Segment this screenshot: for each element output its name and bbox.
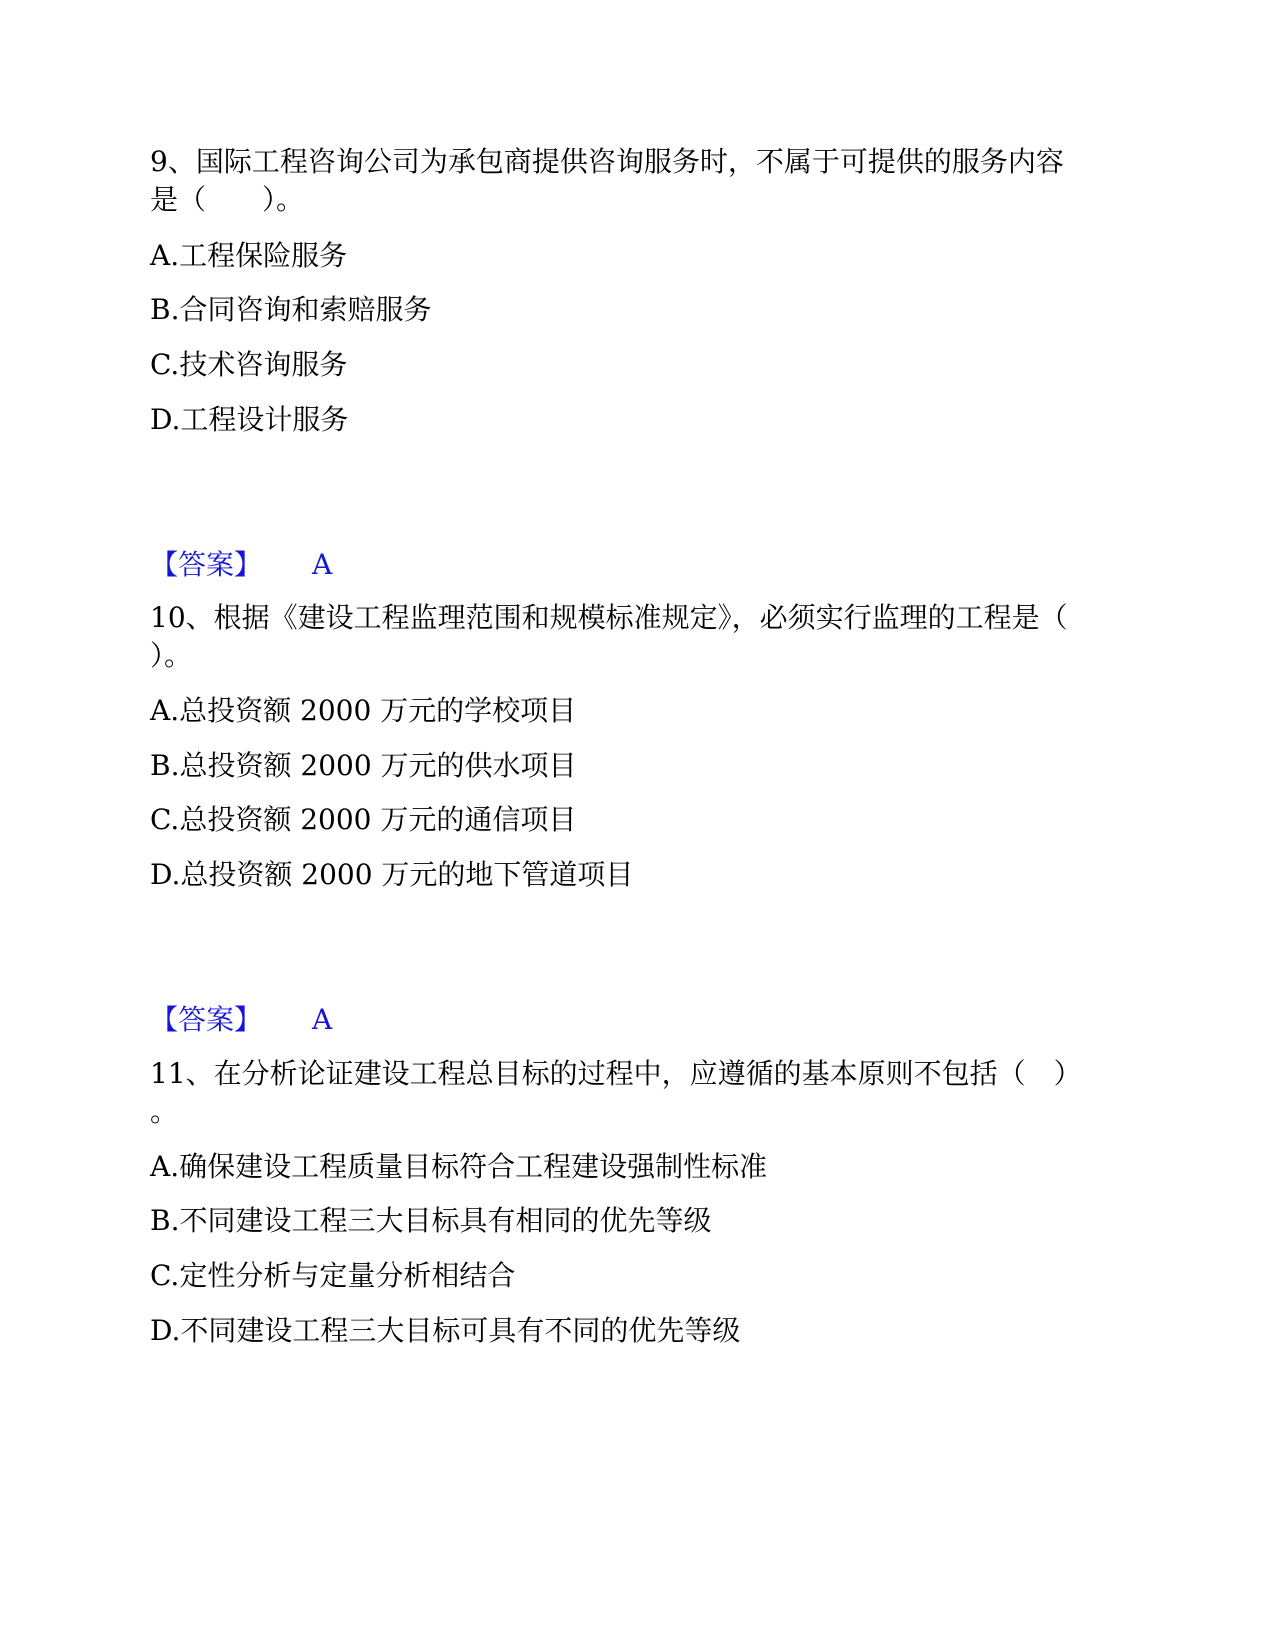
question-9-option-c: C.技术咨询服务: [150, 348, 348, 381]
question-9-stem-line-1: 9、国际工程咨询公司为承包商提供咨询服务时，不属于可提供的服务内容: [150, 145, 1064, 178]
question-10-option-c: C.总投资额 2000 万元的通信项目: [150, 803, 577, 836]
question-9-option-b: B.合同咨询和索赔服务: [150, 293, 432, 326]
question-9-option-a: A.工程保险服务: [150, 239, 348, 272]
answer-label: 【答案】: [150, 1003, 263, 1036]
question-10-option-a: A.总投资额 2000 万元的学校项目: [150, 694, 577, 727]
question-11-option-c: C.定性分析与定量分析相结合: [150, 1259, 516, 1292]
question-11-stem-line-1: 11、在分析论证建设工程总目标的过程中，应遵循的基本原则不包括（ ）: [150, 1057, 1082, 1090]
question-11-option-b: B.不同建设工程三大目标具有相同的优先等级: [150, 1204, 712, 1237]
question-9-answer: [150, 545, 332, 585]
answer-value: A: [312, 548, 333, 581]
question-10-option-d: D.总投资额 2000 万元的地下管道项目: [150, 858, 634, 891]
answer-value: A: [312, 1003, 333, 1036]
question-10-stem-line-2: ）。: [150, 639, 193, 672]
question-9-option-d: D.工程设计服务: [150, 403, 349, 436]
answer-label: 【答案】: [150, 548, 263, 581]
question-9-stem-line-2: 是（ ）。: [150, 183, 305, 216]
question-10-answer: [150, 1000, 332, 1040]
question-10-stem-line-1: 10、根据《建设工程监理范围和规模标准规定》，必须实行监理的工程是（: [150, 601, 1068, 634]
question-11-option-a: A.确保建设工程质量目标符合工程建设强制性标准: [150, 1150, 768, 1183]
question-10-option-b: B.总投资额 2000 万元的供水项目: [150, 749, 577, 782]
question-11-option-d: D.不同建设工程三大目标可具有不同的优先等级: [150, 1314, 741, 1347]
question-11-stem-line-2: 。: [150, 1095, 179, 1128]
